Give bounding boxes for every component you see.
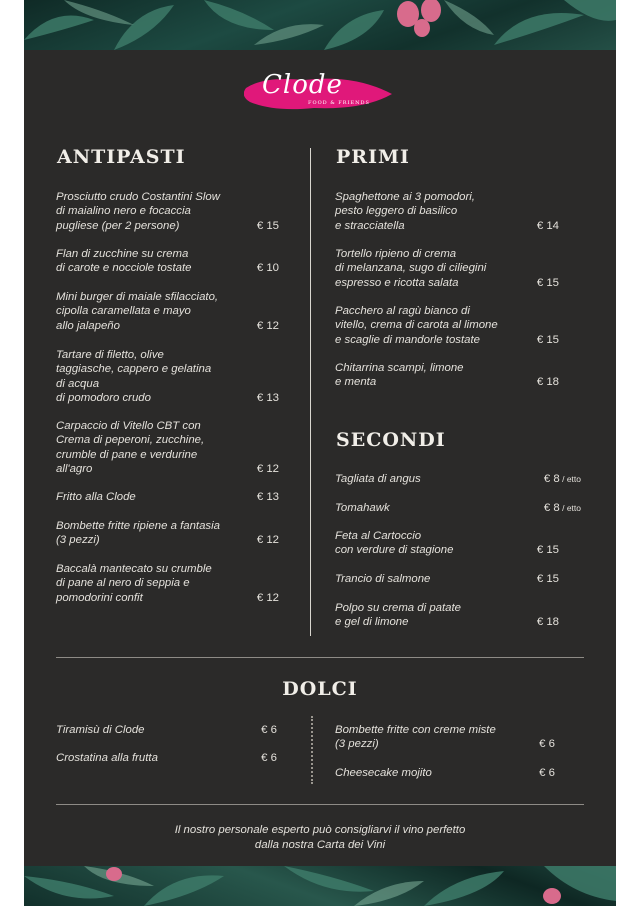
item-price: € 18 — [536, 616, 559, 629]
menu-item — [56, 419, 279, 477]
footer-divider — [56, 804, 584, 805]
item-name: Flan di zucchine su crema di carote e nocciole tostate — [56, 248, 192, 275]
menu-item — [335, 361, 559, 390]
price-unit: / etto — [559, 503, 581, 513]
item-name: Tagliata di angus — [335, 473, 421, 485]
item-name: Tartare di filetto, olive taggiasche, cappero e gelatina di acqua di pomodoro crudo — [56, 349, 212, 405]
brand-tagline: FOOD & FRIENDS — [308, 100, 370, 106]
item-name: Tomahawk — [335, 502, 390, 514]
item-name: Spaghettone ai 3 pomodori, pesto leggero di basilico e stracciatella — [335, 191, 475, 232]
item-price: € 15 — [256, 219, 279, 232]
menu-item — [56, 290, 279, 333]
menu-item — [56, 723, 277, 737]
menu-item — [56, 562, 279, 605]
price-value: € 8 — [543, 473, 560, 485]
item-price: € 6 — [539, 767, 555, 779]
dolci-heading: DOLCI — [282, 678, 358, 700]
menu-item — [56, 519, 279, 548]
item-price — [544, 472, 581, 486]
item-price: € 15 — [536, 333, 559, 346]
tropical-leaves-top — [24, 0, 616, 50]
menu-item — [335, 529, 559, 558]
price-unit: / etto — [559, 474, 581, 484]
item-price: € 15 — [536, 544, 559, 557]
menu-item — [335, 472, 581, 486]
brand-logo — [244, 66, 394, 116]
item-name: Polpo su crema di patate e gel di limone — [335, 602, 462, 629]
item-name: Crostatina alla frutta — [56, 752, 158, 764]
item-name: Bombette fritte con creme miste (3 pezzi) — [335, 724, 496, 751]
item-name: Baccalà mantecato su crumble di pane al nero di seppia e pomodorini confit — [56, 563, 212, 604]
item-price: € 12 — [256, 591, 279, 604]
menu-card — [24, 50, 616, 866]
item-price: € 15 — [536, 573, 559, 585]
item-name: Carpaccio di Vitello CBT con Crema di peperoni, zucchine, crumble di pane e verdurine all'agro — [56, 420, 205, 476]
menu-item — [335, 304, 559, 347]
item-price: € 14 — [536, 219, 559, 232]
secondi-heading: SECONDI — [336, 429, 446, 451]
primi-heading: PRIMI — [336, 146, 410, 168]
menu-item — [56, 348, 279, 406]
section-divider — [56, 657, 584, 658]
item-name: Fritto alla Clode — [56, 491, 136, 503]
item-name: Mini burger di maiale sfilacciato, cipolla caramellata e mayo allo jalapeño — [56, 291, 219, 332]
item-price: € 10 — [256, 262, 279, 275]
tropical-leaves-bottom — [24, 866, 616, 906]
price-value: € 8 — [543, 502, 560, 514]
item-price: € 12 — [256, 463, 279, 476]
menu-item — [335, 501, 581, 515]
item-name: Tiramisù di Clode — [56, 724, 145, 736]
item-name: Pacchero al ragù bianco di vitello, crema di carota al limone e scaglie di mandorle tostate — [335, 305, 498, 346]
dolci-divider — [311, 716, 315, 784]
item-price: € 6 — [261, 724, 277, 736]
brand-name: Clode — [262, 70, 343, 100]
menu-item — [56, 751, 277, 765]
menu-item — [335, 247, 559, 290]
menu-item — [335, 190, 559, 233]
item-name: Trancio di salmone — [335, 573, 431, 585]
item-price: € 6 — [539, 738, 555, 751]
item-price: € 13 — [256, 392, 279, 405]
item-price: € 13 — [256, 491, 279, 503]
menu-item — [335, 572, 559, 586]
column-divider — [310, 148, 311, 636]
menu-item — [335, 766, 555, 780]
item-price — [544, 501, 581, 515]
item-name: Feta al Cartoccio con verdure di stagione — [335, 530, 454, 557]
item-name: Prosciutto crudo Costantini Slow di maialino nero e focaccia pugliese (per 2 persone) — [56, 191, 220, 232]
item-price: € 6 — [261, 752, 277, 764]
item-price: € 18 — [536, 376, 559, 389]
item-name: Chitarrina scampi, limone e menta — [335, 362, 464, 389]
menu-item — [335, 601, 559, 630]
item-name: Bombette fritte ripiene a fantasia (3 pezzi) — [56, 520, 220, 547]
item-name: Cheesecake mojito — [335, 767, 432, 779]
wine-note: Il nostro personale esperto può consigliarvi il vino perfetto dalla nostra Carta dei Vini — [174, 824, 466, 851]
item-name: Tortello ripieno di crema di melanzana, sugo di ciliegini espresso e ricotta salata — [335, 248, 487, 289]
menu-item — [56, 247, 279, 276]
menu-item — [56, 190, 279, 233]
item-price: € 12 — [256, 319, 279, 332]
item-price: € 12 — [256, 534, 279, 547]
menu-item — [335, 723, 555, 752]
item-price: € 15 — [536, 276, 559, 289]
menu-item — [56, 490, 279, 504]
antipasti-heading: ANTIPASTI — [57, 146, 186, 168]
